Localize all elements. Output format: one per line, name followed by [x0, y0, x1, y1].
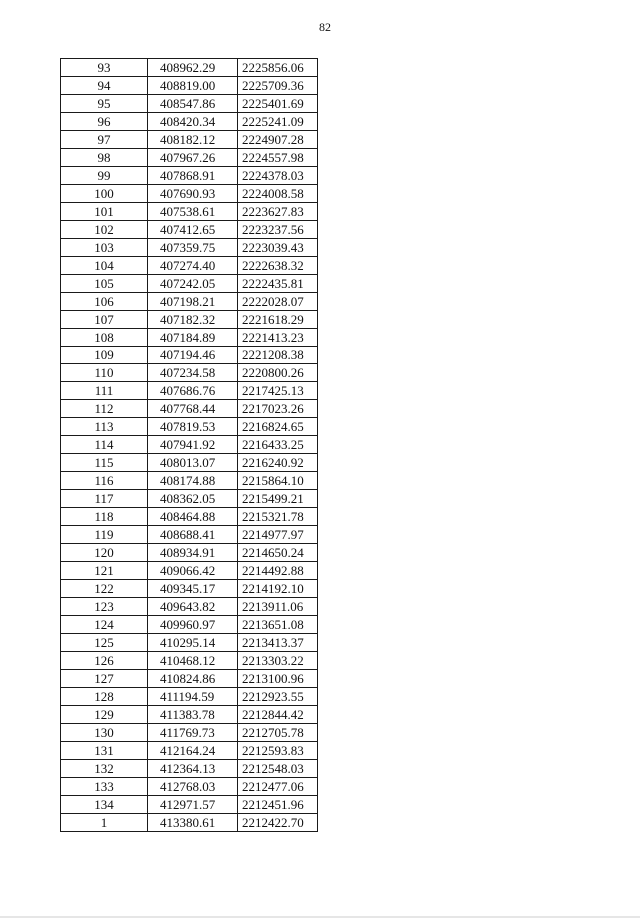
table-row [61, 723, 318, 741]
point-number-cell: 130 [61, 723, 148, 741]
table-row [61, 328, 318, 346]
table-row [61, 310, 318, 328]
table-row [61, 777, 318, 795]
table-row [61, 562, 318, 580]
point-number-cell: 107 [61, 310, 148, 328]
table-row [61, 202, 318, 220]
point-number-cell: 115 [61, 454, 148, 472]
point-number-cell: 131 [61, 741, 148, 759]
point-number-cell: 99 [61, 166, 148, 184]
y-coordinate-cell: 2224378.03 [238, 166, 318, 184]
point-number-cell: 114 [61, 436, 148, 454]
table-row [61, 148, 318, 166]
x-coordinate-cell: 407868.91 [148, 166, 238, 184]
x-coordinate-cell: 407941.92 [148, 436, 238, 454]
table-row [61, 112, 318, 130]
y-coordinate-cell: 2221208.38 [238, 346, 318, 364]
x-coordinate-cell: 412164.24 [148, 741, 238, 759]
point-number-cell: 113 [61, 418, 148, 436]
y-coordinate-cell: 2223237.56 [238, 220, 318, 238]
point-number-cell: 119 [61, 526, 148, 544]
x-coordinate-cell: 409643.82 [148, 598, 238, 616]
table-row [61, 274, 318, 292]
point-number-cell: 96 [61, 112, 148, 130]
point-number-cell: 108 [61, 328, 148, 346]
y-coordinate-cell: 2225856.06 [238, 59, 318, 77]
x-coordinate-cell: 407182.32 [148, 310, 238, 328]
y-coordinate-cell: 2224557.98 [238, 148, 318, 166]
point-number-cell: 100 [61, 184, 148, 202]
y-coordinate-cell: 2215499.21 [238, 490, 318, 508]
x-coordinate-cell: 407242.05 [148, 274, 238, 292]
y-coordinate-cell: 2212844.42 [238, 705, 318, 723]
y-coordinate-cell: 2224907.28 [238, 130, 318, 148]
table-row [61, 166, 318, 184]
y-coordinate-cell: 2212422.70 [238, 813, 318, 831]
x-coordinate-cell: 411769.73 [148, 723, 238, 741]
table-row [61, 813, 318, 831]
point-number-cell: 98 [61, 148, 148, 166]
y-coordinate-cell: 2217023.26 [238, 400, 318, 418]
x-coordinate-cell: 407359.75 [148, 238, 238, 256]
point-number-cell: 118 [61, 508, 148, 526]
point-number-cell: 120 [61, 544, 148, 562]
point-number-cell: 97 [61, 130, 148, 148]
table-row [61, 382, 318, 400]
table-row [61, 580, 318, 598]
y-coordinate-cell: 2220800.26 [238, 364, 318, 382]
y-coordinate-cell: 2216240.92 [238, 454, 318, 472]
point-number-cell: 129 [61, 705, 148, 723]
point-number-cell: 121 [61, 562, 148, 580]
point-number-cell: 117 [61, 490, 148, 508]
table-row [61, 130, 318, 148]
x-coordinate-cell: 408962.29 [148, 59, 238, 77]
table-row [61, 256, 318, 274]
table-row [61, 346, 318, 364]
table-row [61, 94, 318, 112]
x-coordinate-cell: 409345.17 [148, 580, 238, 598]
table-row [61, 741, 318, 759]
y-coordinate-cell: 2212451.96 [238, 795, 318, 813]
x-coordinate-cell: 407967.26 [148, 148, 238, 166]
y-coordinate-cell: 2223039.43 [238, 238, 318, 256]
x-coordinate-cell: 408547.86 [148, 94, 238, 112]
point-number-cell: 134 [61, 795, 148, 813]
table-row [61, 705, 318, 723]
x-coordinate-cell: 407768.44 [148, 400, 238, 418]
point-number-cell: 111 [61, 382, 148, 400]
point-number-cell: 128 [61, 687, 148, 705]
point-number-cell: 94 [61, 76, 148, 94]
point-number-cell: 95 [61, 94, 148, 112]
x-coordinate-cell: 409066.42 [148, 562, 238, 580]
y-coordinate-cell: 2225241.09 [238, 112, 318, 130]
point-number-cell: 122 [61, 580, 148, 598]
table-row [61, 472, 318, 490]
x-coordinate-cell: 407194.46 [148, 346, 238, 364]
table-row [61, 59, 318, 77]
x-coordinate-cell: 411383.78 [148, 705, 238, 723]
x-coordinate-cell: 408013.07 [148, 454, 238, 472]
point-number-cell: 103 [61, 238, 148, 256]
table-row [61, 220, 318, 238]
point-number-cell: 133 [61, 777, 148, 795]
y-coordinate-cell: 2213100.96 [238, 669, 318, 687]
point-number-cell: 102 [61, 220, 148, 238]
x-coordinate-cell: 407274.40 [148, 256, 238, 274]
table-row [61, 184, 318, 202]
point-number-cell: 124 [61, 616, 148, 634]
table-row [61, 508, 318, 526]
table-row [61, 795, 318, 813]
y-coordinate-cell: 2216433.25 [238, 436, 318, 454]
coordinates-table [60, 58, 318, 832]
x-coordinate-cell: 408174.88 [148, 472, 238, 490]
x-coordinate-cell: 410824.86 [148, 669, 238, 687]
point-number-cell: 125 [61, 634, 148, 652]
point-number-cell: 132 [61, 759, 148, 777]
x-coordinate-cell: 411194.59 [148, 687, 238, 705]
table-row [61, 454, 318, 472]
table-row [61, 292, 318, 310]
y-coordinate-cell: 2215864.10 [238, 472, 318, 490]
x-coordinate-cell: 407198.21 [148, 292, 238, 310]
table-row [61, 759, 318, 777]
x-coordinate-cell: 412768.03 [148, 777, 238, 795]
y-coordinate-cell: 2213413.37 [238, 634, 318, 652]
table-row [61, 364, 318, 382]
table-row [61, 490, 318, 508]
x-coordinate-cell: 408420.34 [148, 112, 238, 130]
point-number-cell: 112 [61, 400, 148, 418]
y-coordinate-cell: 2222028.07 [238, 292, 318, 310]
point-number-cell: 127 [61, 669, 148, 687]
table-row [61, 651, 318, 669]
y-coordinate-cell: 2212477.06 [238, 777, 318, 795]
point-number-cell: 1 [61, 813, 148, 831]
y-coordinate-cell: 2214192.10 [238, 580, 318, 598]
x-coordinate-cell: 408688.41 [148, 526, 238, 544]
point-number-cell: 123 [61, 598, 148, 616]
y-coordinate-cell: 2212593.83 [238, 741, 318, 759]
coordinates-table-body [61, 59, 318, 832]
point-number-cell: 126 [61, 651, 148, 669]
x-coordinate-cell: 407686.76 [148, 382, 238, 400]
x-coordinate-cell: 408819.00 [148, 76, 238, 94]
x-coordinate-cell: 407184.89 [148, 328, 238, 346]
x-coordinate-cell: 410295.14 [148, 634, 238, 652]
x-coordinate-cell: 413380.61 [148, 813, 238, 831]
point-number-cell: 101 [61, 202, 148, 220]
y-coordinate-cell: 2214650.24 [238, 544, 318, 562]
x-coordinate-cell: 408362.05 [148, 490, 238, 508]
y-coordinate-cell: 2212705.78 [238, 723, 318, 741]
x-coordinate-cell: 408464.88 [148, 508, 238, 526]
y-coordinate-cell: 2213651.08 [238, 616, 318, 634]
y-coordinate-cell: 2214977.97 [238, 526, 318, 544]
point-number-cell: 110 [61, 364, 148, 382]
point-number-cell: 93 [61, 59, 148, 77]
table-row [61, 616, 318, 634]
table-row [61, 238, 318, 256]
y-coordinate-cell: 2222435.81 [238, 274, 318, 292]
y-coordinate-cell: 2214492.88 [238, 562, 318, 580]
x-coordinate-cell: 410468.12 [148, 651, 238, 669]
table-row [61, 687, 318, 705]
y-coordinate-cell: 2213911.06 [238, 598, 318, 616]
table-row [61, 526, 318, 544]
x-coordinate-cell: 407538.61 [148, 202, 238, 220]
x-coordinate-cell: 407690.93 [148, 184, 238, 202]
y-coordinate-cell: 2222638.32 [238, 256, 318, 274]
y-coordinate-cell: 2225401.69 [238, 94, 318, 112]
y-coordinate-cell: 2224008.58 [238, 184, 318, 202]
x-coordinate-cell: 407412.65 [148, 220, 238, 238]
x-coordinate-cell: 412971.57 [148, 795, 238, 813]
table-row [61, 76, 318, 94]
y-coordinate-cell: 2221413.23 [238, 328, 318, 346]
table-row [61, 634, 318, 652]
point-number-cell: 104 [61, 256, 148, 274]
x-coordinate-cell: 412364.13 [148, 759, 238, 777]
table-row [61, 598, 318, 616]
table-row [61, 544, 318, 562]
y-coordinate-cell: 2212923.55 [238, 687, 318, 705]
y-coordinate-cell: 2221618.29 [238, 310, 318, 328]
y-coordinate-cell: 2215321.78 [238, 508, 318, 526]
x-coordinate-cell: 409960.97 [148, 616, 238, 634]
x-coordinate-cell: 408182.12 [148, 130, 238, 148]
point-number-cell: 109 [61, 346, 148, 364]
y-coordinate-cell: 2213303.22 [238, 651, 318, 669]
y-coordinate-cell: 2223627.83 [238, 202, 318, 220]
table-row [61, 436, 318, 454]
point-number-cell: 105 [61, 274, 148, 292]
page-number: 82 [319, 20, 331, 34]
x-coordinate-cell: 408934.91 [148, 544, 238, 562]
y-coordinate-cell: 2225709.36 [238, 76, 318, 94]
table-row [61, 669, 318, 687]
table-row [61, 400, 318, 418]
x-coordinate-cell: 407234.58 [148, 364, 238, 382]
y-coordinate-cell: 2217425.13 [238, 382, 318, 400]
point-number-cell: 106 [61, 292, 148, 310]
y-coordinate-cell: 2212548.03 [238, 759, 318, 777]
table-row [61, 418, 318, 436]
point-number-cell: 116 [61, 472, 148, 490]
x-coordinate-cell: 407819.53 [148, 418, 238, 436]
y-coordinate-cell: 2216824.65 [238, 418, 318, 436]
